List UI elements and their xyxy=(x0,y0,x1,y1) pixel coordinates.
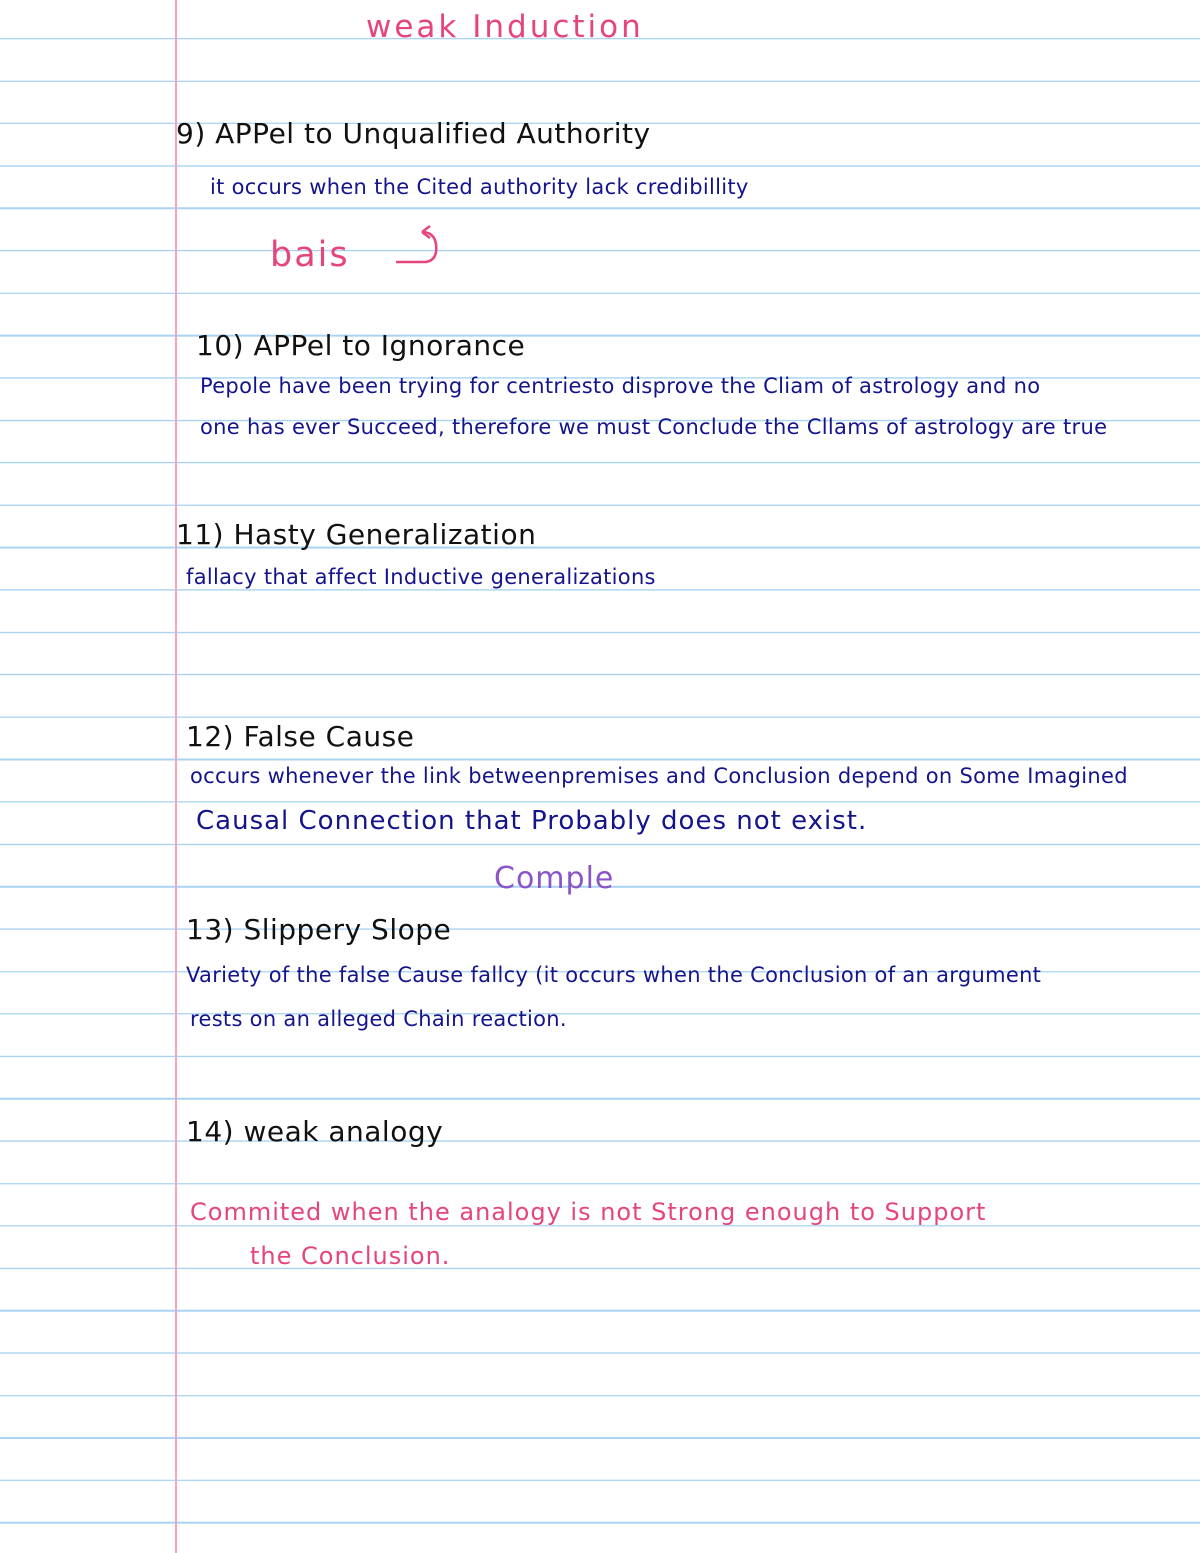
section-13-line-2: rests on an alleged Chain reaction. xyxy=(190,1007,567,1031)
section-12-line-2: Causal Connection that Probably does not exist. xyxy=(196,806,868,836)
section-9-heading: 9) APPel to Unqualified Authority xyxy=(176,117,651,150)
section-9-note: bais xyxy=(270,235,350,275)
section-10-line-1: Pepole have been trying for centriesto disprove the Cliam of astrology and no xyxy=(200,374,1041,398)
section-11-line-1: fallacy that affect Inductive generalizations xyxy=(186,565,656,589)
section-12-line-1: occurs whenever the link betweenpremises and Conclusion depend on Some Imagined xyxy=(190,764,1128,788)
section-12-note: Comple xyxy=(494,861,615,896)
section-13-line-1: Variety of the false Cause fallcy (it occurs when the Conclusion of an argument xyxy=(186,963,1042,987)
section-11-heading: 11) Hasty Generalization xyxy=(176,518,537,551)
section-14-heading: 14) weak analogy xyxy=(186,1115,444,1148)
section-12-heading: 12) False Cause xyxy=(186,720,415,753)
section-14-line-2: the Conclusion. xyxy=(250,1242,451,1270)
section-9-line-1: it occurs when the Cited authority lack credibillity xyxy=(210,175,749,199)
margin-line xyxy=(175,0,177,1553)
page-title: weak Induction xyxy=(366,9,644,45)
curved-arrow-icon xyxy=(392,222,452,268)
section-10-heading: 10) APPel to Ignorance xyxy=(196,329,526,362)
section-10-line-2: one has ever Succeed, therefore we must Conclude the Cllams of astrology are true xyxy=(200,415,1108,439)
section-13-heading: 13) Slippery Slope xyxy=(186,913,452,946)
section-14-line-1: Commited when the analogy is not Strong enough to Support xyxy=(190,1198,987,1226)
